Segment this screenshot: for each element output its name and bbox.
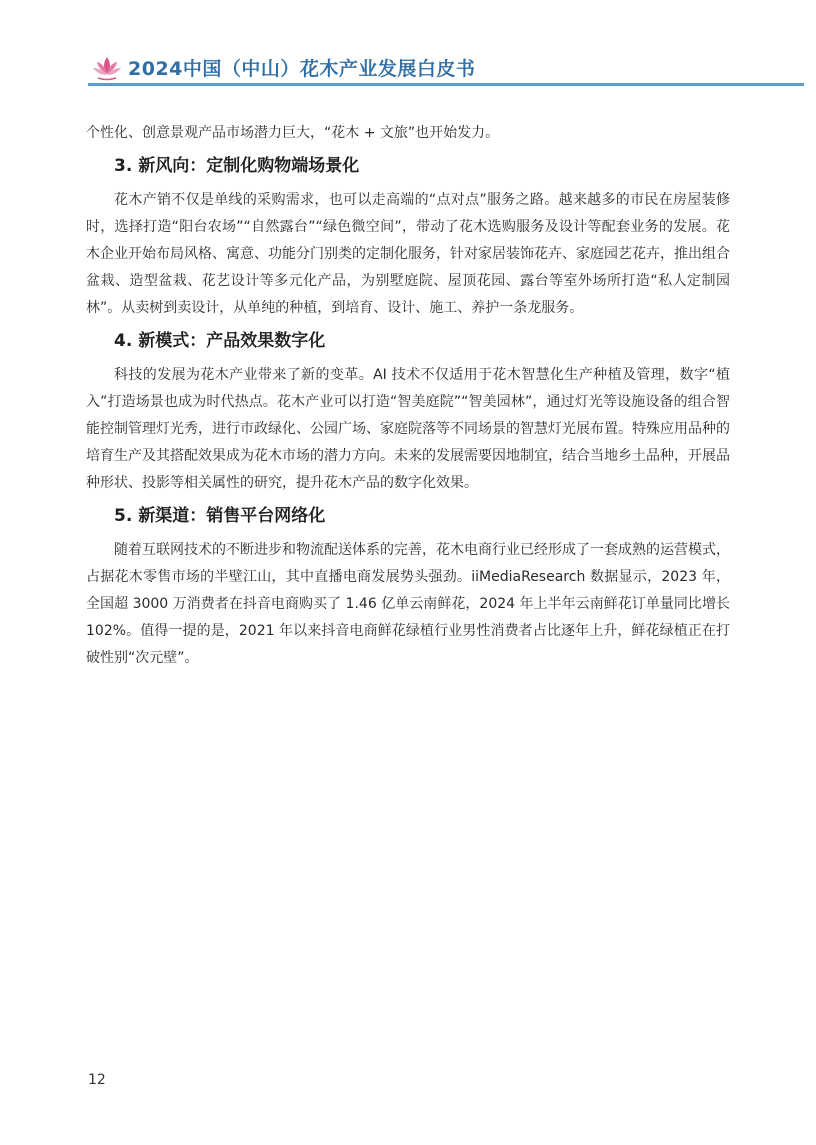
document-title: 2024中国（中山）花木产业发展白皮书 (128, 58, 476, 80)
section-paragraph-4: 科技的发展为花木产业带来了新的变革。AI 技术不仅适用于花木智慧化生产种植及管理，数字“植入”打造场景也成为时代热点。花木产业可以打造“智美庭院”“智美园林”，通过灯光等设施设备的组合智能控制管理灯光秀，进行市政绿化、公园广场、家庭院落等不同场景的智慧灯光展布置。特殊应用品种的培育生产及其搭配效果成为花木市场的潜力方向。未来的发展需要因地制宜，结合当地乡土品种，开展品种形状、投影等相关属性的研究，提升花木产品的数字化效果。 (86, 367, 730, 491)
section-paragraph-5: 随着互联网技术的不断进步和物流配送体系的完善，花木电商行业已经形成了一套成熟的运营模式，占据花木零售市场的半壁江山，其中直播电商发展势头强劲。iiMediaResearch 数据显示，2023 年，全国超 3000 万消费者在抖音电商购买了 1.46 亿单云南鲜花，2024 年上半年云南鲜花订单量同比增长 102%。值得一提的是，2021 年以来抖音电商鲜花绿植行业男性消费者占比逐年上升，鲜花绿植正在打破性别“次元壁”。 (86, 542, 730, 666)
section-heading-4: 4. 新模式：产品效果数字化 (114, 331, 326, 351)
page-header (0, 0, 816, 90)
header-divider (88, 83, 804, 86)
section-paragraph-3: 花木产销不仅是单线的采购需求，也可以走高端的“点对点”服务之路。越来越多的市民在房屋装修时，选择打造“阳台农场”“自然露台”“绿色微空间”，带动了花木选购服务及设计等配套业务的发展。花木企业开始布局风格、寓意、功能分门别类的定制化服务，针对家居装饰花卉、家庭园艺花卉，推出组合盆栽、造型盆栽、花艺设计等多元化产品，为别墅庭院、屋顶花园、露台等室外场所打造“私人定制园林”。从卖树到卖设计，从单纯的种植，到培育、设计、施工、养护一条龙服务。 (86, 192, 730, 316)
section-heading-3: 3. 新风向：定制化购物端场景化 (114, 156, 360, 176)
section-heading-5: 5. 新渠道：销售平台网络化 (114, 506, 326, 526)
main-content (86, 120, 730, 672)
page-number: 12 (88, 1072, 106, 1088)
lotus-icon (92, 54, 122, 82)
intro-paragraph: 个性化、创意景观产品市场潜力巨大，“花木 + 文旅”也开始发力。 (86, 125, 500, 141)
